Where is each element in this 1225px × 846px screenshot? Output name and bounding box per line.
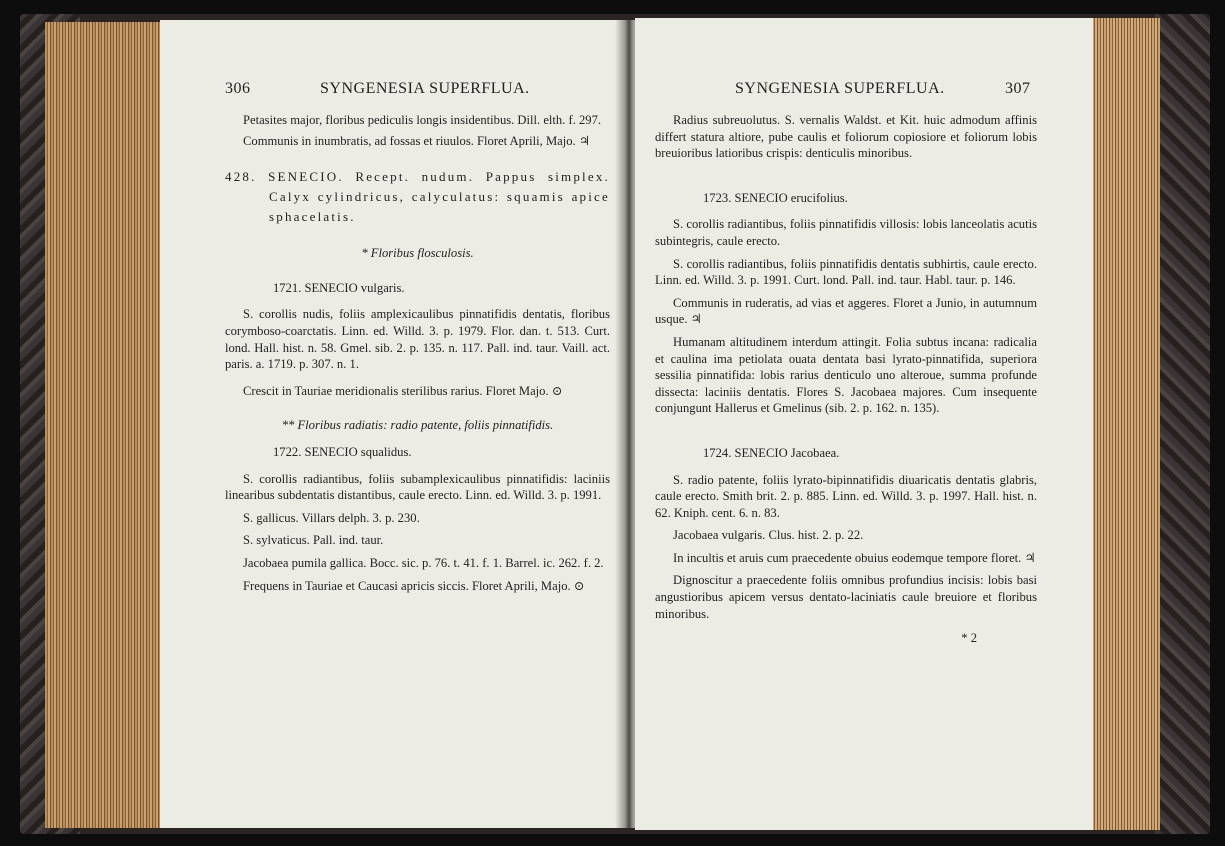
- paragraph: S. radio patente, foliis lyrato-bipinnatifidis diuaricatis dentatis glabris, caule erecto. Smith brit. 2. p. 885. Linn. ed. Willd. 3. p. 1997. Hall. hist. n. 62. Kniph. cent. 6. n. 83.: [655, 472, 1037, 520]
- species-heading: 1721. SENECIO vulgaris.: [273, 280, 405, 295]
- paragraph: Frequens in Tauriae et Caucasi apricis siccis. Floret Aprili, Majo. ⊙: [243, 578, 585, 593]
- paragraph: S. corollis radiantibus, foliis pinnatifidis villosis: lobis lanceolatis acutis subintegris, caule erecto.: [655, 217, 1037, 248]
- paragraph: Dignoscitur a praecedente foliis omnibus profundius incisis: lobis basi angustioribus apicem versus dentato-laciniatis caule breuiore et floribus minoribus.: [655, 573, 1037, 621]
- species-heading: 1722. SENECIO squalidus.: [273, 444, 412, 459]
- species-heading: 1724. SENECIO Jacobaea.: [703, 445, 840, 460]
- paragraph: Communis in ruderatis, ad vias et aggeres. Floret a Junio, in autumnum usque. ♃: [655, 295, 1037, 327]
- right-page-number: 307: [1005, 80, 1031, 97]
- paragraph: Petasites major, floribus pediculis longis insidentibus. Dill. elth. f. 297.: [243, 113, 602, 127]
- paragraph: Jacobaea vulgaris. Clus. hist. 2. p. 22.: [673, 528, 864, 543]
- paragraph: In incultis et aruis cum praecedente obuius eodemque tempore floret. ♃: [673, 550, 1036, 565]
- left-page-text: [225, 112, 610, 594]
- paragraph: S. corollis nudis, foliis amplexicaulibus pinnatifidis dentatis, floribus corymboso-coarctatis. Linn. ed. Willd. 3. p. 1979. Flor. dan. t. 513. Curt. lond. Hall. hist. n. 58. Gmel. sib. 2. p. 135. n. 117. Pall. ind. taur. Vaill. act. paris. a. 1719. p. 307. n. 1.: [225, 307, 610, 372]
- paragraph: Crescit in Tauriae meridionalis sterilibus rarius. Floret Majo. ⊙: [243, 383, 563, 398]
- genus-entry: 428. SENECIO. Recept. nudum. Pappus simplex. Calyx cylindricus, calyculatus: squamis apice sphacelatis.: [225, 169, 610, 225]
- species-heading: 1723. SENECIO erucifolius.: [703, 190, 848, 205]
- paragraph: S. gallicus. Villars delph. 3. p. 230.: [243, 510, 420, 525]
- section-heading: ** Floribus radiatis: radio patente, foliis pinnatifidis.: [281, 418, 554, 433]
- right-running-head: SYNGENESIA SUPERFLUA.: [735, 80, 945, 97]
- page-edges-left: [45, 22, 165, 828]
- paragraph: S. corollis radiantibus, foliis subamplexicaulibus pinnatifidis: laciniis linearibus subdentatis distantibus, caule erecto. Linn. ed. Willd. 3. p. 1991.: [225, 471, 610, 503]
- page-edges-right: [1092, 18, 1160, 830]
- paragraph: S. corollis radiantibus, foliis pinnatifidis dentatis subhirtis, caule erecto. Linn. ed. Willd. 3. p. 1991. Curt. lond. Pall. ind. taur. Habl. taur. p. 146.: [655, 256, 1037, 288]
- section-heading: * Floribus flosculosis.: [361, 246, 474, 261]
- right-page-text: [655, 112, 1037, 647]
- left-page-number: 306: [225, 80, 251, 97]
- paragraph: S. sylvaticus. Pall. ind. taur.: [243, 533, 384, 548]
- paragraph: Radius subreuolutus. S. vernalis Waldst. et Kit. huic admodum affinis differt statura altiore, pube caulis et foliorum copiosiore et foliorum lobis breuioribus latioribus crispis: denticulis minoribus.: [655, 113, 1037, 161]
- paragraph: Jacobaea pumila gallica. Bocc. sic. p. 76. t. 41. f. 1. Barrel. ic. 262. f. 2.: [243, 555, 604, 570]
- signature-mark: * 2: [961, 631, 977, 646]
- left-running-head: SYNGENESIA SUPERFLUA.: [320, 80, 530, 97]
- paragraph: Communis in inumbratis, ad fossas et riuulos. Floret Aprili, Majo. ♃: [243, 133, 591, 148]
- paragraph: Humanam altitudinem interdum attingit. Folia subtus incana: radicalia et caulina ima petiolata ouata dentata basi lyrato-pinnatifida, superiora sessilia pinnatifida: lobis rarius denticulo uno alteroue, summa profunde dissecta: laciniis dentatis. Flores S. Jacobaea majores. Cum insequente conjungunt Hallerus et Gmelinus (sib. 2. p. 162. n. 135).: [655, 334, 1037, 416]
